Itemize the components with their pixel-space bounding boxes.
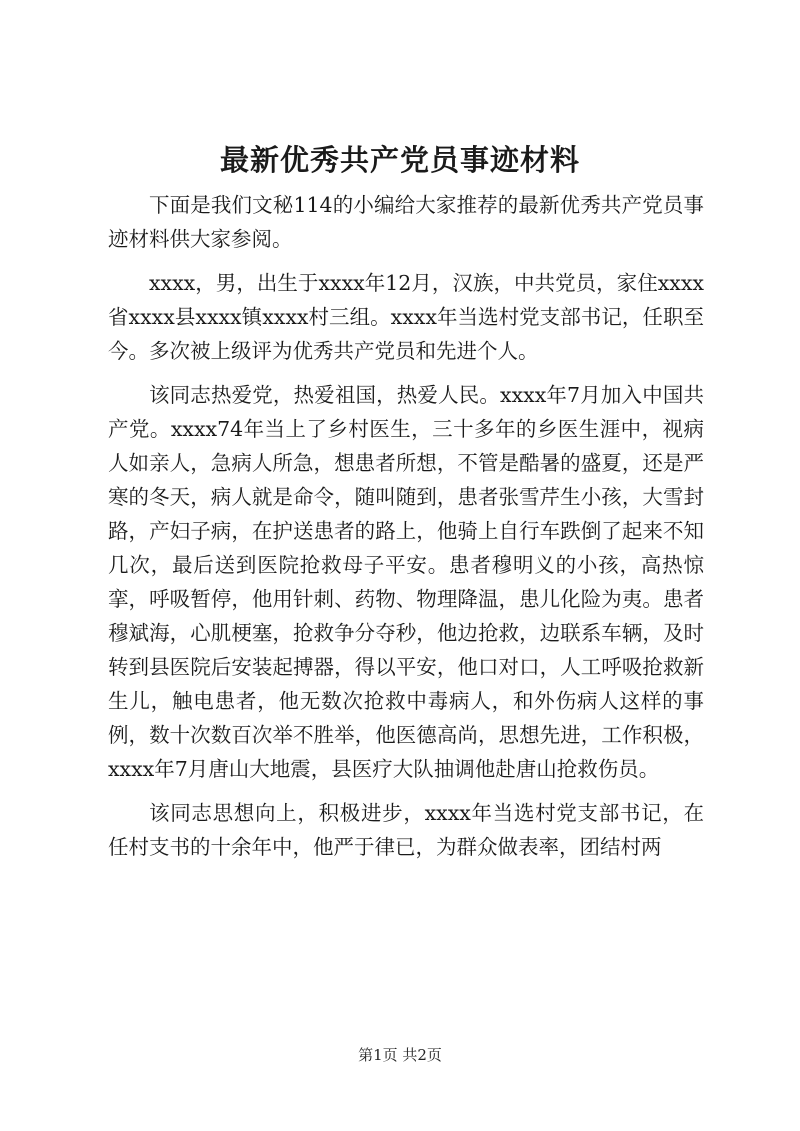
paragraph-profile: xxxx，男，出生于xxxx年12月，汉族，中共党员，家住xxxx省xxxx县xxxx镇xxxx村三组。xxxx年当选村党支部书记，任职至今。多次被上级评为优秀共产党员和先进个人。 xyxy=(108,271,704,363)
paragraph-party-secretary: 该同志思想向上，积极进步，xxxx年当选村党支部书记，在任村支书的十余年中，他严于律已，为群众做表率，团结村两 xyxy=(108,801,704,859)
paragraph-medical-career: 该同志热爱党，热爱祖国，热爱人民。xxxx年7月加入中国共产党。xxxx74年当上了乡村医生，三十多年的乡医生涯中，视病人如亲人，急病人所急，想患者所想，不管是酷暑的盛夏，还是严寒的冬天，病人就是命令，随叫随到，患者张雪芹生小孩，大雪封路，产妇子病，在护送患者的路上，他骑上自行车跌倒了起来不知几次，最后送到医院抢救母子平安。患者穆明义的小孩，高热惊挛，呼吸暂停，他用针刺、药物、物理降温，患儿化险为夷。患者穆斌海，心肌梗塞，抢救争分夺秒，他边抢救，边联系车辆，及时转到县医院后安装起搏器，得以平安，他口对口，人工呼吸抢救新生儿，触电患者，他无数次抢救中毒病人，和外伤病人这样的事例，数十次数百次举不胜举，他医德高尚，思想先进，工作积极，xxxx年7月唐山大地震，县医疗大队抽调他赴唐山抢救伤员。 xyxy=(108,383,704,781)
document-title: 最新优秀共产党员事迹材料 xyxy=(219,143,580,177)
document-body xyxy=(108,188,704,874)
paragraph-intro: 下面是我们文秘114的小编给大家推荐的最新优秀共产党员事迹材料供大家参阅。 xyxy=(108,193,704,251)
page-number-footer: 第1页 共2页 xyxy=(358,1046,442,1064)
